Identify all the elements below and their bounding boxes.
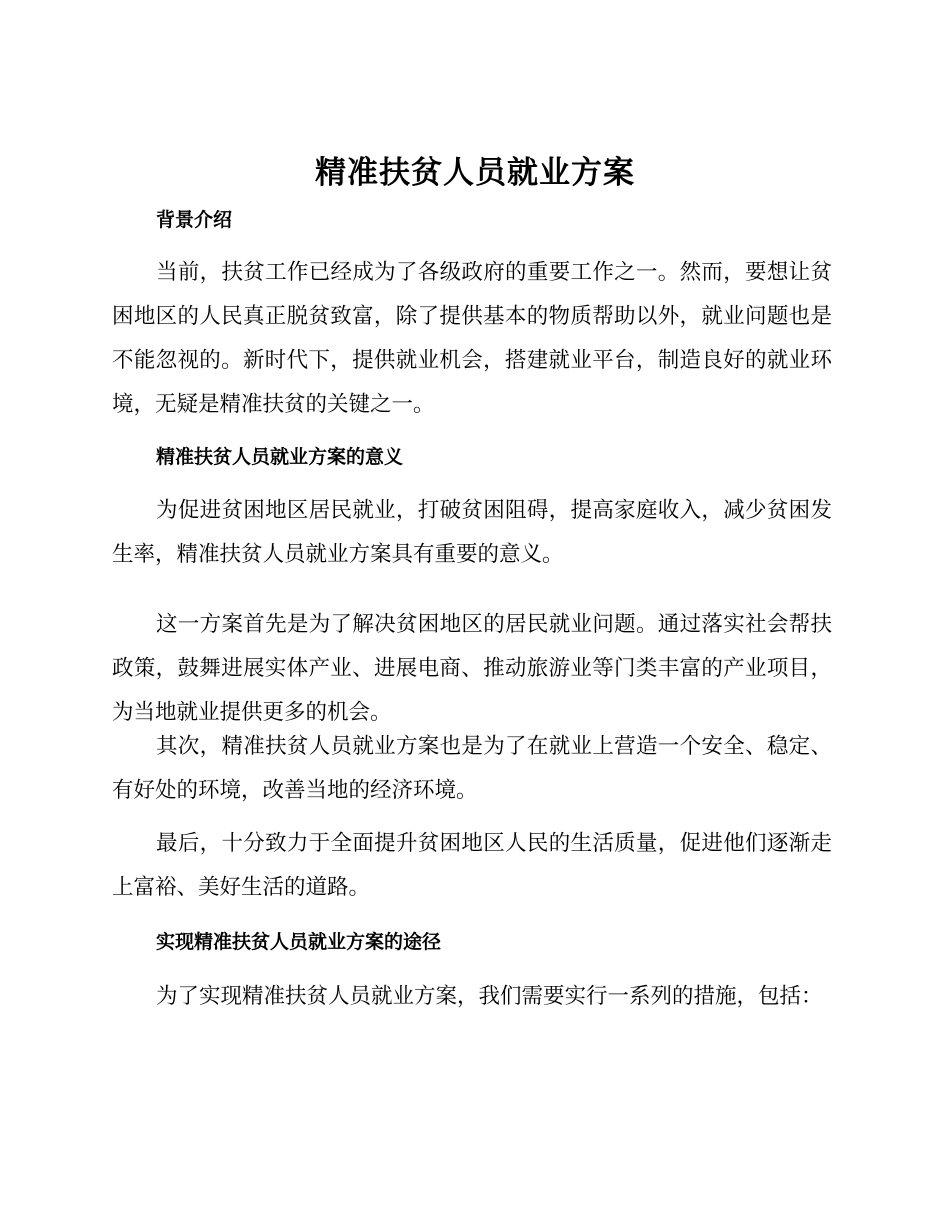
- document-title: 精准扶贫人员就业方案: [315, 155, 635, 191]
- paragraph-significance-4: 最后，十分致力于全面提升贫困地区人民的生活质量，促进他们逐渐走上富裕、美好生活的道路。: [112, 831, 832, 900]
- paragraph-background: 当前，扶贫工作已经成为了各级政府的重要工作之一。然而，要想让贫困地区的人民真正脱贫致富，除了提供基本的物质帮助以外，就业问题也是不能忽视的。新时代下，提供就业机会，搭建就业平台，制造良好的就业环境，无疑是精准扶贫的关键之一。: [112, 260, 832, 417]
- section-heading-approach: 实现精准扶贫人员就业方案的途径: [156, 931, 442, 953]
- paragraph-significance-1: 为促进贫困地区居民就业，打破贫困阻碍，提高家庭收入，减少贫困发生率，精准扶贫人员就业方案具有重要的意义。: [112, 498, 832, 567]
- section-heading-significance: 精准扶贫人员就业方案的意义: [156, 446, 404, 468]
- paragraph-significance-2: 这一方案首先是为了解决贫困地区的居民就业问题。通过落实社会帮扶政策，鼓舞进展实体产业、进展电商、推动旅游业等门类丰富的产业项目，为当地就业提供更多的机会。: [112, 612, 832, 725]
- section-heading-background: 背景介绍: [156, 209, 233, 231]
- paragraph-significance-3: 其次，精准扶贫人员就业方案也是为了在就业上营造一个安全、稳定、有好处的环境，改善当地的经济环境。: [112, 734, 832, 803]
- paragraph-approach-1: 为了实现精准扶贫人员就业方案，我们需要实行一系列的措施，包括：: [156, 984, 823, 1009]
